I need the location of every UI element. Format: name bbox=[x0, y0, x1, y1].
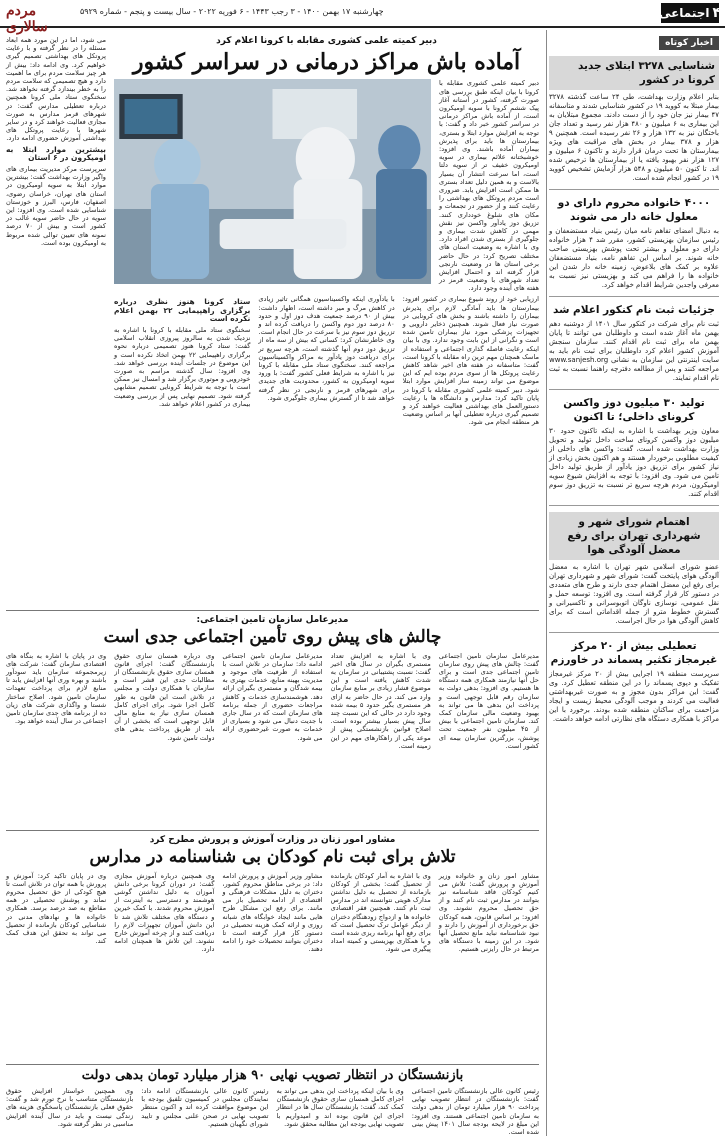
divider bbox=[6, 1064, 539, 1065]
news-item bbox=[549, 639, 719, 724]
divider bbox=[549, 632, 719, 633]
news-sidebar bbox=[549, 30, 719, 1136]
news-item bbox=[549, 512, 719, 626]
news-item-title: اهتمام شورای شهر و شهرداری تهران برای رفع معضل آلودگی هوا bbox=[549, 512, 719, 560]
article-lead bbox=[6, 30, 539, 610]
article-lead-main bbox=[114, 30, 539, 610]
divider bbox=[6, 830, 539, 831]
article-text: ارزیابی خود از روند شیوع بیماری در کشور افزود: بیمارستان ها باید آمادگی لازم برای پذیرش بیماران را داشته باشند و بخش های کرونایی در صورت نیاز فعال شوند. همچنین ذخایر دارویی و تجهیزات پزشکی مورد نیاز بیماران تامین شده است و نگرانی از این بابت وجود ندارد. وی با بیان اینکه رعایت فاصله گذاری اجتماعی و استفاده از ماسک همچنان مهم ترین راه مقابله با کرونا است، گفت: متاسفانه در هفته های اخیر شاهد کاهش رعایت پروتکل ها از سوی مردم بوده ایم که این موضوع می تواند زمینه ساز افزایش موارد ابتلا شود. دبیر کمیته علمی کشوری مقابله با کرونا در پایان تاکید کرد: مدارس و دانشگاه ها با رعایت دستورالعمل های بهداشتی فعالیت خواهند کرد و تصمیم گیری درباره تعطیلی آنها بر اساس وضعیت هر منطقه انجام می شود. bbox=[402, 295, 539, 427]
article-kicker: مدیرعامل سازمان تامین اجتماعی: bbox=[196, 615, 349, 625]
article-headline: آماده باش مراکز درمانی در سراسر کشور bbox=[132, 49, 521, 75]
article-subhead: ستاد کرونا هنوز نظری درباره برگزاری راهپیمایی ۲۲ بهمن اعلام نکرده است bbox=[114, 297, 251, 323]
news-item-title: ۴۰۰۰ خانواده محروم دارای دو معلول خانه دار می شوند bbox=[557, 197, 711, 223]
date-line: چهارشنبه ۱۷ بهمن ۱۴۰۰ - ۳ رجب ۱۴۴۳ - ۶ فوریه ۲۰۲۲ - سال بیست و پنجم - شماره ۵۹۲۹ bbox=[80, 7, 384, 16]
page-badge bbox=[658, 3, 722, 23]
news-item-body: معاون وزیر بهداشت با اشاره به اینکه تاکنون حدود ۳۰ میلیون دوز واکسن کرونای ساخت داخل تولید و تحویل وزارت بهداشت شده است، گفت: واکسن های داخلی از کیفیت مطلوبی برخوردار هستند و هم اکنون بخش زیادی از نیاز کشور برای تزریق دوز یادآور از طریق تولید داخل تامین می شود. وی افزود: با توجه به افزایش شیوع سویه اومیکرون، مردم هرچه سریع تر نسبت به تزریق دوز سوم اقدام کنند. bbox=[549, 427, 719, 498]
news-item-body: ثبت نام برای شرکت در کنکور سال ۱۴۰۱ از دوشنبه دهم بهمن ماه آغاز شده است و داوطلبان می توانند تا پایان بهمن ماه برای ثبت نام اقدام کنند. سازمان سنجش آموزش کشور اعلام کرد داوطلبان برای ثبت نام باید به سایت اینترنتی این سازمان به نشانی www.sanjesh.org مراجعه کنند و پس از مطالعه دفترچه راهنما نسبت به ثبت نام اقدام نمایند. bbox=[549, 320, 720, 382]
news-item bbox=[549, 56, 719, 183]
article-text: وی با بیان اینکه پرداخت این بدهی می تواند به اجرای کامل همسان سازی حقوق بازنشستگان کمک کند، گفت: بازنشستگان سال ها در انتظار اجرای این قانون بوده اند و امیدواریم با تصویب نهایی بودجه این مطالبه محقق شود. bbox=[276, 1086, 404, 1128]
article-kicker: دبیر کمیته علمی کشوری مقابله با کرونا اعلام کرد bbox=[216, 36, 437, 46]
photo-illustration bbox=[114, 79, 431, 284]
news-item-title: تولید ۳۰ میلیون دوز واکسن کرونای داخلی؛ تا اکنون bbox=[563, 397, 705, 423]
article-education bbox=[6, 830, 539, 1060]
page-number: ۴ bbox=[712, 5, 722, 21]
hospital-photo bbox=[114, 79, 431, 284]
article-text: مشاور امور زنان و خانواده وزیر آموزش و پرورش گفت: تلاش می کنیم کودکان فاقد شناسنامه نیز بتوانند در مدارس ثبت نام کنند و از حق تحصیل محروم نشوند. وی افزود: بر اساس قانون، همه کودکان حق برخورداری از آموزش را دارند و نبود شناسنامه نباید مانع تحصیل آنها شود. در این زمینه با دستگاه های مرتبط در حال رایزنی هستیم. bbox=[438, 871, 539, 954]
article-text: مدیرعامل سازمان تامین اجتماعی گفت: چالش های پیش روی سازمان تامین اجتماعی جدی است و برای حل آنها نیازمند همکاری همه دستگاه ها هستیم. وی افزود: بدهی دولت به سازمان رقم قابل توجهی است و پرداخت این بدهی ها می تواند به بهبود وضعیت مالی سازمان کمک کند. سازمان تامین اجتماعی با بیش از ۴۵ میلیون نفر جمعیت تحت پوشش، بزرگترین سازمان بیمه ای کشور است. bbox=[438, 651, 539, 750]
news-item bbox=[549, 196, 719, 290]
news-item-body: به دنبال امضای تفاهم نامه میان رئیس بنیاد مستضعفان و رئیس سازمان بهزیستی کشور، مقرر شد ۴ هزار خانواده دارای دو معلول و بیشتر تحت پوشش بهزیستی صاحب خانه شوند. بر اساس این تفاهم نامه، بنیاد مستضعفان علاوه بر کمک های بلاعوض، زمینه خانه دار شدن این خانواده ها را فراهم می کند و بهزیستی نیز نسبت به معرفی واجدین شرایط اقدام خواهد کرد. bbox=[549, 227, 719, 289]
divider bbox=[549, 389, 719, 390]
news-item-title: تعطیلی بیش از ۲۰ مرکز غیرمجاز تکثیر پسماند در خاورزم bbox=[550, 640, 718, 666]
article-text: سخنگوی ستاد ملی مقابله با کرونا با اشاره به نزدیک شدن به سالروز پیروزی انقلاب اسلامی گفت: ستاد کرونا هنوز تصمیمی درباره نحوه برگزاری راهپیمایی ۲۲ بهمن اتخاذ نکرده است و این موضوع در جلسات آینده بررسی خواهد شد. وی افزود: سال گذشته مراسم به صورت خودرویی و موتوری برگزار شد و امسال نیز ممکن است با توجه به شرایط کرونایی تصمیم مشابهی گرفته شود. تصمیم نهایی پس از بررسی وضعیت بیماری در کشور اعلام خواهد شد. bbox=[114, 325, 251, 408]
main-content bbox=[6, 30, 539, 1136]
article-text: با یادآوری اینکه واکسیناسیون همگانی تاثیر زیادی در کاهش مرگ و میر داشته است، اظهار داشت: بیش از ۹۰ درصد جمعیت هدف دوز اول و حدود ۸۰ درصد دوز دوم واکسن را دریافت کرده اند و تزریق دوز سوم نیز با سرعت در حال انجام است. وی خاطرنشان کرد: کسانی که بیش از سه ماه از تزریق دوز دوم آنها گذشته است، هرچه سریع تر برای دریافت دوز یادآور به مراکز واکسیناسیون مراجعه کنند. سخنگوی ستاد ملی مقابله با کرونا نیز با اشاره به شرایط فعلی کشور گفت: با ورود سویه اومیکرون به کشور، محدودیت های جدیدی برای شهرهای قرمز و نارنجی در نظر گرفته خواهد شد تا از گسترش بیماری جلوگیری شود. bbox=[258, 295, 395, 402]
article-text: می شود، اما در این مورد همه ابعاد مسئله را در نظر گرفته و با رعایت پروتکل های بهداشتی تصمیم گیری خواهیم کرد. وی ادامه داد: بیش از هر چیز سلامت مردم برای ما اهمیت دارد و هیچ تصمیمی که سلامت مردم را به خطر بیندازد گرفته نخواهد شد. سخنگوی ستاد ملی کرونا همچنین درباره تعطیلی مدارس گفت: در شهرهای قرمز مدارس به صورت مجازی فعالیت خواهند کرد و در سایر شهرها با رعایت پروتکل های بهداشتی آموزش حضوری ادامه دارد. bbox=[6, 36, 106, 143]
article-text: رئیس کانون عالی بازنشستگان تامین اجتماعی گفت: بازنشستگان در انتظار تصویب نهایی پرداخت ۹۰ هزار میلیارد تومان از بدهی دولت به سازمان تامین اجتماعی هستند. وی افزود: این مبلغ در لایحه بودجه سال ۱۴۰۱ پیش بینی شده است. bbox=[411, 1086, 540, 1136]
article-social-security bbox=[6, 610, 539, 825]
divider bbox=[6, 610, 539, 611]
article-text: وی با اشاره به آمار کودکان بازمانده از تحصیل گفت: بخشی از کودکان بازمانده از تحصیل به دلیل نداشتن مدارک هویتی نتوانسته اند در مدارس ثبت نام کنند. همچنین فقر اقتصادی خانواده ها و ازدواج زودهنگام دختران از دیگر عوامل ترک تحصیل است که برای رفع آنها برنامه ریزی شده است و با همکاری بهزیستی و کمیته امداد پیگیری می شود. bbox=[330, 871, 431, 954]
article-column bbox=[114, 295, 250, 625]
masthead bbox=[0, 0, 725, 35]
news-item-title: شناسایی ۳۲۷۸ ابتلای جدید کرونا در کشور bbox=[549, 56, 719, 90]
article-text: سرپرست مرکز مدیریت بیماری های واگیر وزارت بهداشت گفت: بیشترین موارد ابتلا به سویه اومیکرون در استان های تهران، خراسان رضوی، اصفهان، فارس، البرز و خوزستان شناسایی شده است. وی افزود: این سویه در حال حاضر سویه غالب در کشور است و بیش از ۷۰ درصد نمونه های تعیین توالی شده مربوط به اومیکرون بوده است. bbox=[6, 165, 106, 247]
article-text: وی با اشاره به افزایش تعداد مستمری بگیران در سال های اخیر گفت: نسبت پشتیبانی در سازمان به شدت کاهش یافته است و این موضوع فشار زیادی بر منابع سازمان وارد می کند. در حال حاضر به ازای هر مستمری بگیر حدود ۵ بیمه شده وجود دارد در حالی که این نسبت چند سال پیش بسیار بیشتر بوده است. اصلاح قوانین بازنشستگی پیش از موعد یکی از راهکارهای مهم در این زمینه است. bbox=[330, 651, 431, 750]
article-headline: تلاش برای ثبت نام کودکان بی شناسنامه در مدارس bbox=[89, 847, 456, 867]
article-lead-left bbox=[6, 30, 106, 610]
article-text: مدیرعامل سازمان تامین اجتماعی ادامه داد: سازمان در تلاش است با استفاده از ظرفیت های موجود و مدیریت بهینه منابع، خدمات بهتری به بیمه شدگان و مستمری بگیران ارائه دهد. هوشمندسازی خدمات و کاهش مراجعات حضوری از جمله برنامه های سازمان است که در سال جاری با جدیت دنبال می شود و بسیاری از خدمات به صورت غیرحضوری ارائه می شود. bbox=[222, 651, 323, 742]
divider bbox=[549, 296, 719, 297]
article-text: وی همچنین درباره آموزش مجازی گفت: در دوران کرونا برخی دانش آموزان به دلیل نداشتن گوشی هوشمند و دسترسی به اینترنت از آموزش محروم شدند. با کمک خیرین و دستگاه های مختلف تلاش شد تا این دانش آموزان تجهیزات لازم را دریافت کنند و از چرخه آموزش خارج نشوند. این تلاش ها همچنان ادامه دارد. bbox=[114, 871, 215, 954]
newspaper-logo: مردم سالاری bbox=[6, 3, 48, 35]
divider bbox=[549, 189, 719, 190]
article-text: وی در پایان تاکید کرد: آموزش و پرورش با همه توان در تلاش است تا هیچ کودکی از حق تحصیل محروم نماند و پوشش تحصیلی در همه مقاطع به صد درصد برسد. همکاری خانواده ها و نهادهای مدنی در شناسایی کودکان بازمانده از تحصیل می تواند به تحقق این هدف کمک کند. bbox=[5, 871, 107, 946]
news-item-body: سرپرست منطقه ۱۹ اجرایی بیش از ۲۰ مرکز غیرمجاز تفکیک و دپوی پسماند را در این منطقه تعطیل کرد. وی گفت: این مراکز بدون مجوز و به صورت غیربهداشتی فعالیت می کردند و موجب آلودگی محیط زیست و ایجاد مزاحمت برای ساکنان منطقه شده بودند. برخورد با این مراکز با همکاری دستگاه های نظارتی ادامه خواهد داشت. bbox=[549, 670, 719, 723]
article-text: وی همچنین خواستار افزایش حقوق بازنشستگان متناسب با نرخ تورم شد و گفت: حقوق فعلی بازنشستگان پاسخگوی هزینه های زندگی نیست و باید در سال آینده افزایش مناسبی در نظر گرفته شود. bbox=[6, 1086, 134, 1128]
article-retirees bbox=[6, 1064, 539, 1136]
article-text: مشاور وزیر آموزش و پرورش ادامه داد: در برخی مناطق محروم کشور، دختران به دلیل مشکلات فرهنگی و اقتصادی از ادامه تحصیل باز می مانند. برای رفع این مشکل طرح هایی مانند ایجاد خوابگاه های شبانه روزی و ارائه کمک هزینه تحصیلی در دستور کار قرار گرفته است تا دختران بتوانند تحصیلات خود را ادامه دهند. bbox=[222, 871, 323, 954]
article-column bbox=[6, 36, 106, 611]
column-divider bbox=[546, 30, 547, 1136]
news-item-body: بنابر اعلام وزارت بهداشت، طی ۲۴ ساعت گذشته ۳۲۷۸ بیمار مبتلا به کووید ۱۹ در کشور شناسایی شدند و متاسفانه ۴۷ بیمار نیز جان خود را از دست دادند. مجموع مبتلایان به این بیماری به ۶ میلیون و ۴۸۰ هزار نفر رسید و تعداد جان باختگان نیز به ۱۳۲ هزار و ۲۶ نفر رسیده است. همچنین ۹ هزار و ۳۷۸ بیمار در بخش های مراقبت های ویژه بیمارستان ها تحت درمان قرار دارند و تاکنون ۶ میلیون و ۱۲۷ هزار نفر بهبود یافته یا از بیمارستان ها ترخیص شده اند. تا کنون ۵۰ میلیون و ۵۴۸ هزار آزمایش تشخیص کووید ۱۹ در کشور انجام شده است. bbox=[549, 93, 720, 182]
article-text: دبیر کمیته علمی کشوری مقابله با کرونا با بیان اینکه طبق بررسی های صورت گرفته، کشور در آستانه آغاز پیک ششم کرونا با سویه اومیکرون است، از آماده باش مراکز درمانی در سراسر کشور خبر داد و گفت: با توجه به افزایش موارد ابتلا و بستری، بیمارستان ها باید برای پذیرش بیماران آماده باشند. وی افزود: خوشبختانه علائم بیماری در سویه اومیکرون خفیف تر از سویه دلتا است، اما سرعت انتشار آن بسیار بالاست و به همین دلیل تعداد بستری ها ممکن است افزایش یابد. ضروری است مردم پروتکل های بهداشتی را رعایت کنند و از حضور در تجمعات و مکان های شلوغ خودداری کنند. تزریق دوز یادآور واکسن نیز نقش مهمی در کاهش شدت بیماری و جلوگیری از بستری شدن افراد دارد. وی با اشاره به وضعیت استان های مختلف تصریح کرد: در حال حاضر برخی استان ها در وضعیت نارنجی قرار گرفته اند و احتمال افزایش تعداد شهرهای با وضعیت قرمز در هفته های آینده وجود دارد. bbox=[439, 79, 539, 293]
news-item bbox=[549, 396, 719, 499]
article-kicker: مشاور امور زنان در وزارت آموزش و پرورش مطرح کرد bbox=[149, 835, 396, 845]
article-subhead: بیشترین موارد ابتلا به اومیکرون در ۶ استان bbox=[6, 144, 106, 162]
divider bbox=[549, 505, 719, 506]
article-headline: بازنشستگان در انتظار تصویب نهایی ۹۰ هزار میلیارد تومان بدهی دولت bbox=[81, 1068, 464, 1083]
news-item-title: جزئیات ثبت نام کنکور اعلام شد bbox=[553, 304, 715, 316]
article-text: وی در پایان با اشاره به بنگاه های اقتصادی سازمان گفت: شرکت های زیرمجموعه سازمان باید سودآور باشند و بهره وری آنها افزایش یابد تا منابع لازم برای پرداخت تعهدات سازمان تامین شود. اصلاح ساختار شستا و واگذاری شرکت های زیان ده از برنامه های جدی سازمان تامین اجتماعی در سال آینده خواهد بود. bbox=[5, 651, 107, 726]
sidebar-tag: اخبار کوتاه bbox=[659, 36, 719, 50]
article-text: رئیس کانون عالی بازنشستگان ادامه داد: نمایندگان مجلس در کمیسیون تلفیق بودجه با این موضوع موافقت کرده اند و اکنون منتظر تصویب نهایی در صحن علنی مجلس و تایید شورای نگهبان هستیم. bbox=[141, 1086, 269, 1128]
news-item-body: عضو شورای اسلامی شهر تهران با اشاره به معضل آلودگی هوای پایتخت گفت: شورای شهر و شهرداری تهران برای رفع این معضل اهتمام جدی دارند و طرح های متعددی در دستور کار قرار گرفته است. وی افزود: توسعه حمل و نقل عمومی، نوسازی ناوگان اتوبوسرانی و تاکسیرانی و گسترش خطوط مترو از جمله اقداماتی است که برای کاهش آلودگی هوا در حال اجراست. bbox=[549, 563, 719, 625]
news-item bbox=[549, 303, 719, 383]
article-text: وی درباره همسان سازی حقوق بازنشستگان گفت: اجرای قانون همسان سازی حقوق بازنشستگان از مطالبات جدی این قشر است و سازمان با همکاری دولت و مجلس در تلاش است این قانون به طور کامل اجرا شود. برای اجرای کامل همسان سازی نیاز به منابع مالی قابل توجهی است که بخشی از آن باید از طریق پرداخت بدهی های دولت تامین شود. bbox=[114, 651, 215, 742]
section-name: اجتماعی bbox=[658, 6, 710, 20]
article-headline: چالش های پیش روی تأمین اجتماعی جدی است bbox=[103, 627, 442, 647]
